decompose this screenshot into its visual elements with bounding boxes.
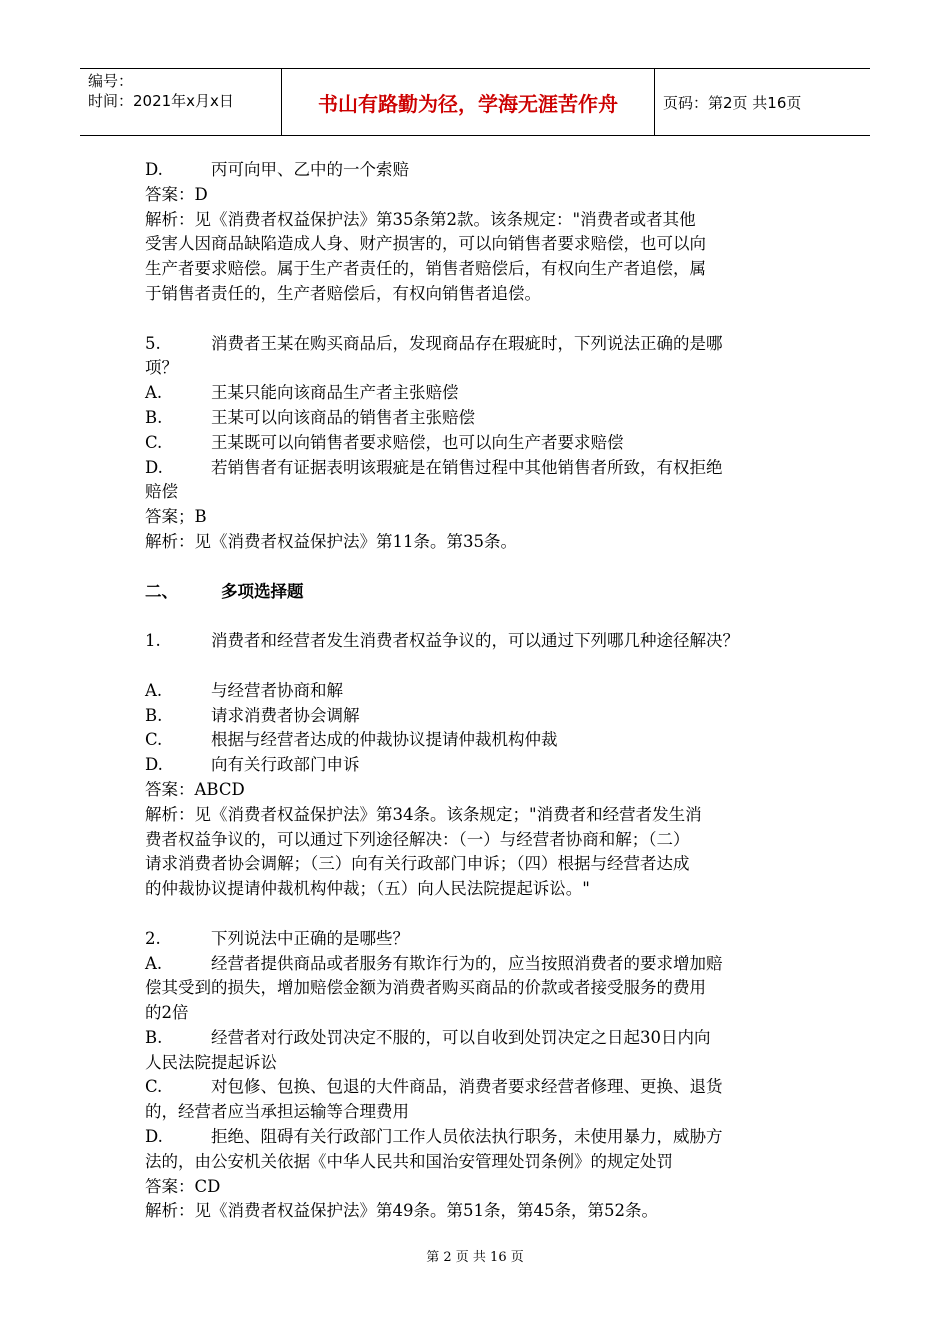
option-text: 对包修、包换、包退的大件商品，消费者要求经营者修理、更换、退货 xyxy=(211,1077,723,1097)
question-number: 5. xyxy=(145,333,161,353)
q5-option-d-cont: 赔偿 xyxy=(145,482,178,502)
document-body xyxy=(145,158,815,1224)
m1-analysis-line: 的仲裁协议提请仲裁机构仲裁；（五）向人民法院提起诉讼。" xyxy=(145,879,590,899)
q4-answer: 答案：D xyxy=(145,184,208,204)
option-text: 根据与经营者达成的仲裁协议提请仲裁机构仲裁 xyxy=(211,730,558,750)
question-number: 2. xyxy=(145,928,161,948)
m1-stem xyxy=(145,629,815,654)
page-footer: 第 2 页 共 16 页 xyxy=(426,1250,524,1265)
option-key: C. xyxy=(145,432,163,452)
option-key: C. xyxy=(145,730,163,750)
header-number-label: 编号： xyxy=(88,72,134,90)
header-meta xyxy=(80,69,282,135)
option-key: D. xyxy=(145,160,163,179)
section-heading xyxy=(145,580,815,605)
option-key: B. xyxy=(145,705,163,725)
option-text: 丙可向甲、乙中的一个索赔 xyxy=(211,160,409,179)
option-text: 王某既可以向销售者要求赔偿，也可以向生产者要求赔偿 xyxy=(211,432,624,452)
m2-analysis: 解析：见《消费者权益保护法》第49条。第51条，第45条，第52条。 xyxy=(145,1201,658,1221)
section-number: 二、 xyxy=(145,581,178,601)
m2-option-d xyxy=(145,1125,815,1150)
option-text: 王某可以向该商品的销售者主张赔偿 xyxy=(211,407,475,427)
option-key: D. xyxy=(145,755,163,775)
m1-option-a xyxy=(145,679,815,704)
question-number: 1. xyxy=(145,631,161,651)
m1-option-d xyxy=(145,753,815,778)
header-time-label: 时间：2021年x月x日 xyxy=(88,92,234,110)
m2-option-a xyxy=(145,952,815,977)
m2-option-d-cont: 法的，由公安机关依据《中华人民共和国治安管理处罚条例》的规定处罚 xyxy=(145,1151,673,1171)
option-key: B. xyxy=(145,1027,163,1047)
m1-analysis-line: 解析：见《消费者权益保护法》第34条。该条规定；"消费者和经营者发生消 xyxy=(145,804,702,824)
m1-answer: 答案：ABCD xyxy=(145,779,245,799)
question-stem: 消费者和经营者发生消费者权益争议的，可以通过下列哪几种途径解决？ xyxy=(211,631,739,651)
option-key: C. xyxy=(145,1077,163,1097)
q5-option-a xyxy=(145,381,815,406)
option-key: D. xyxy=(145,1127,163,1147)
option-text: 请求消费者协会调解 xyxy=(211,705,360,725)
option-key: D. xyxy=(145,457,163,477)
q5-option-d xyxy=(145,456,815,481)
q5-stem xyxy=(145,332,815,357)
page-header xyxy=(80,68,870,136)
header-page-info: 页码：第2页 共16页 xyxy=(663,93,802,112)
q4-option-d xyxy=(145,158,815,183)
q5-answer: 答案；B xyxy=(145,507,207,527)
m1-analysis-line: 请求消费者协会调解；（三）向有关行政部门申诉；（四）根据与经营者达成 xyxy=(145,854,690,874)
option-key: A. xyxy=(145,383,163,403)
option-text: 与经营者协商和解 xyxy=(211,680,343,700)
m2-answer: 答案：CD xyxy=(145,1176,221,1196)
option-text: 若销售者有证据表明该瑕疵是在销售过程中其他销售者所致，有权拒绝 xyxy=(211,457,723,477)
m2-option-a-cont: 的2倍 xyxy=(145,1003,189,1023)
m2-option-b xyxy=(145,1026,815,1051)
q4-analysis-line: 生产者要求赔偿。属于生产者责任的，销售者赔偿后，有权向生产者追偿，属 xyxy=(145,259,706,279)
option-text: 经营者对行政处罚决定不服的，可以自收到处罚决定之日起30日内向 xyxy=(211,1027,711,1047)
m2-option-c xyxy=(145,1075,815,1100)
option-text: 拒绝、阻碍有关行政部门工作人员依法执行职务，未使用暴力，威胁方 xyxy=(211,1127,723,1147)
q5-stem-cont: 项？ xyxy=(145,358,178,378)
option-text: 王某只能向该商品生产者主张赔偿 xyxy=(211,383,459,403)
m1-analysis-line: 费者权益争议的，可以通过下列途径解决：（一）与经营者协商和解；（二） xyxy=(145,829,690,849)
m1-option-b xyxy=(145,704,815,729)
q4-analysis-line: 解析：见《消费者权益保护法》第35条第2款。该条规定："消费者或者其他 xyxy=(145,209,696,229)
option-key: A. xyxy=(145,953,163,973)
m1-option-c xyxy=(145,728,815,753)
section-title: 多项选择题 xyxy=(221,581,304,601)
q4-analysis-line: 受害人因商品缺陷造成人身、财产损害的，可以向销售者要求赔偿，也可以向 xyxy=(145,234,706,254)
option-text: 经营者提供商品或者服务有欺诈行为的，应当按照消费者的要求增加赔 xyxy=(211,953,723,973)
q5-option-c xyxy=(145,431,815,456)
option-key: A. xyxy=(145,680,163,700)
m2-stem xyxy=(145,927,815,952)
q5-option-b xyxy=(145,406,815,431)
q4-analysis-line: 于销售者责任的，生产者赔偿后，有权向销售者追偿。 xyxy=(145,283,541,303)
question-stem: 下列说法中正确的是哪些？ xyxy=(211,928,409,948)
option-key: B. xyxy=(145,407,163,427)
header-motto: 书山有路勤为径，学海无涯苦作舟 xyxy=(282,69,655,135)
m2-option-b-cont: 人民法院提起诉讼 xyxy=(145,1052,277,1072)
m2-option-a-cont: 偿其受到的损失，增加赔偿金额为消费者购买商品的价款或者接受服务的费用 xyxy=(145,978,706,998)
q5-analysis: 解析：见《消费者权益保护法》第11条。第35条。 xyxy=(145,531,517,551)
question-stem: 消费者王某在购买商品后，发现商品存在瑕疵时，下列说法正确的是哪 xyxy=(211,333,723,353)
option-text: 向有关行政部门申诉 xyxy=(211,755,360,775)
m2-option-c-cont: 的，经营者应当承担运输等合理费用 xyxy=(145,1102,409,1122)
